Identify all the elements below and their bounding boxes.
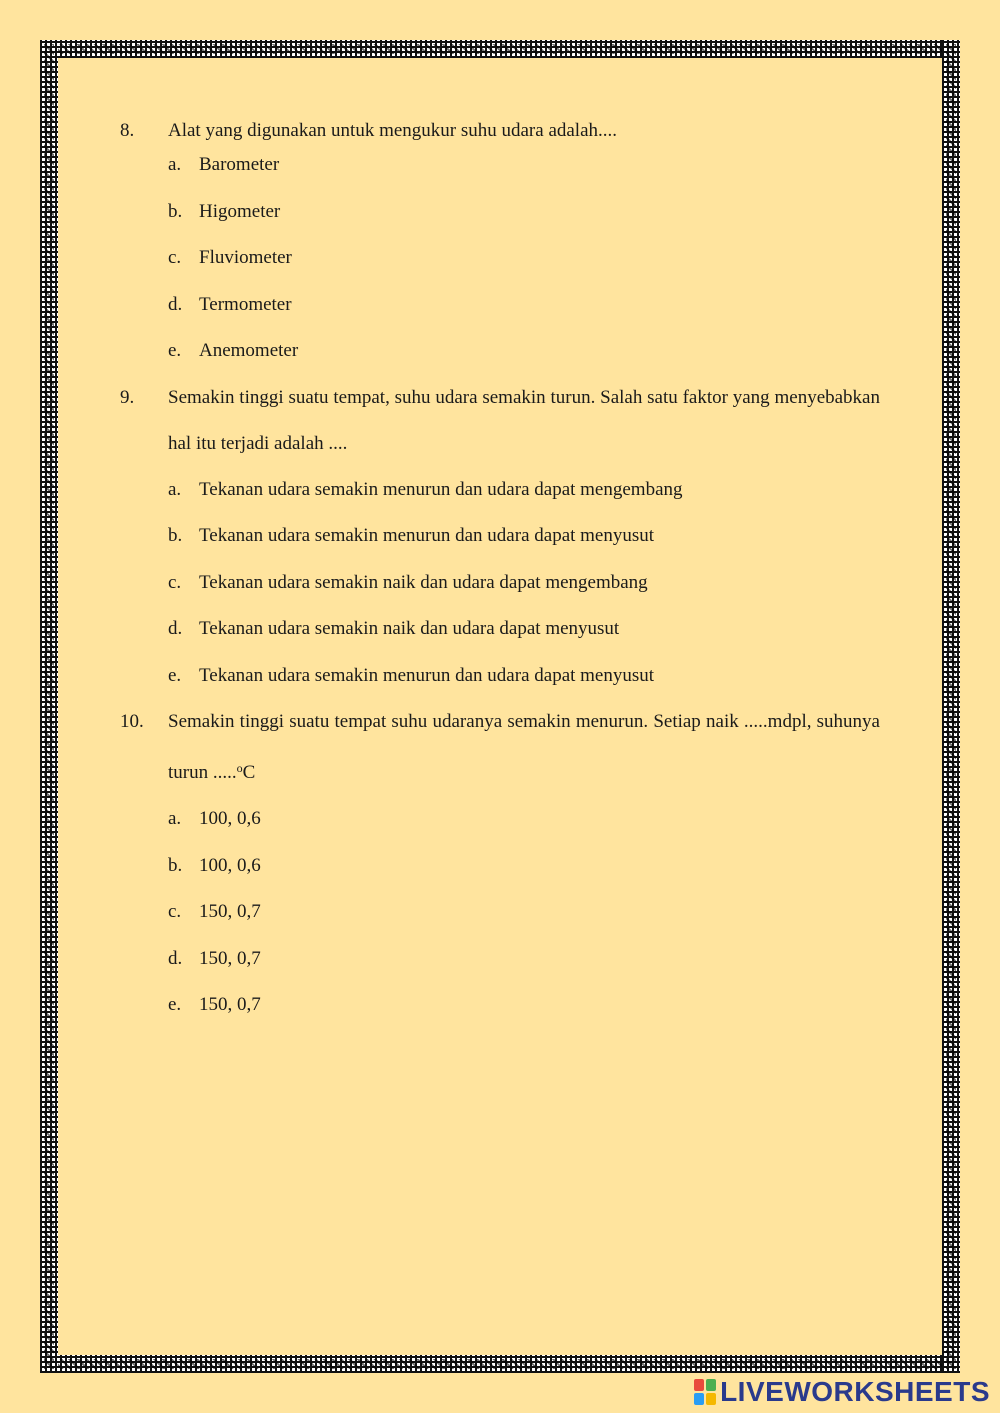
option-text: Fluviometer bbox=[199, 247, 292, 268]
option-text: Tekanan udara semakin naik dan udara dapat menyusut bbox=[199, 618, 620, 639]
option-letter: e. bbox=[168, 340, 182, 361]
question-9 bbox=[120, 375, 880, 700]
option-b[interactable] bbox=[168, 843, 880, 890]
option-text: Higometer bbox=[199, 200, 281, 222]
question-list bbox=[120, 116, 880, 1029]
option-d[interactable] bbox=[168, 936, 880, 983]
option-text: 150, 0,7 bbox=[199, 994, 261, 1015]
option-text: Tekanan udara semakin menurun dan udara dapat menyusut bbox=[199, 525, 655, 546]
option-b[interactable] bbox=[168, 189, 880, 236]
option-letter: c. bbox=[168, 901, 182, 922]
question-number: 9. bbox=[120, 386, 135, 408]
option-c[interactable] bbox=[168, 235, 880, 282]
degree-superscript: o bbox=[236, 761, 243, 775]
option-text: 100, 0,6 bbox=[199, 808, 261, 829]
option-c[interactable] bbox=[168, 560, 880, 607]
liveworksheets-logo[interactable] bbox=[694, 1375, 990, 1409]
logo-text: LIVEWORKSHEETS bbox=[720, 1376, 990, 1407]
option-text: 150, 0,7 bbox=[199, 947, 261, 969]
option-text: Tekanan udara semakin menurun dan udara dapat mengembang bbox=[199, 478, 683, 500]
option-b[interactable] bbox=[168, 513, 880, 560]
option-list bbox=[120, 142, 880, 375]
option-letter: b. bbox=[168, 854, 183, 876]
option-e[interactable] bbox=[168, 982, 880, 1029]
decorative-border-bottom bbox=[40, 1355, 960, 1373]
option-letter: b. bbox=[168, 525, 183, 546]
option-text: 100, 0,6 bbox=[199, 854, 261, 876]
option-e[interactable] bbox=[168, 328, 880, 375]
option-text: 150, 0,7 bbox=[199, 901, 261, 922]
option-text: Tekanan udara semakin naik dan udara dapat mengembang bbox=[199, 571, 648, 593]
question-text-unit: C bbox=[242, 762, 256, 783]
option-text: Barometer bbox=[199, 154, 280, 175]
option-letter: b. bbox=[168, 200, 183, 222]
option-letter: c. bbox=[168, 247, 182, 268]
decorative-border-top bbox=[40, 40, 960, 58]
option-letter: c. bbox=[168, 571, 182, 593]
option-e[interactable] bbox=[168, 653, 880, 700]
option-list bbox=[120, 467, 880, 700]
liveworksheets-logo-icon bbox=[694, 1379, 716, 1405]
question-text bbox=[168, 699, 880, 796]
question-10 bbox=[120, 699, 880, 1029]
question-number: 8. bbox=[120, 120, 135, 141]
question-text: Semakin tinggi suatu tempat, suhu udara semakin turun. Salah satu faktor yang menyebabkan hal itu terjadi adalah .... bbox=[168, 386, 880, 454]
option-a[interactable] bbox=[168, 796, 880, 843]
option-list bbox=[120, 796, 880, 1029]
option-letter: d. bbox=[168, 947, 183, 969]
option-letter: e. bbox=[168, 994, 182, 1015]
decorative-border-right bbox=[942, 40, 960, 1373]
question-text-main: Semakin tinggi suatu tempat suhu udaranya semakin menurun. Setiap naik .....mdpl, suhunya turun ..... bbox=[168, 711, 880, 783]
question-number: 10. bbox=[120, 711, 144, 732]
option-text: Anemometer bbox=[199, 340, 299, 361]
question-8 bbox=[120, 116, 880, 375]
option-text: Tekanan udara semakin menurun dan udara dapat menyusut bbox=[199, 664, 655, 686]
option-letter: e. bbox=[168, 664, 182, 686]
option-letter: a. bbox=[168, 154, 182, 175]
decorative-border-left bbox=[40, 40, 58, 1373]
option-letter: a. bbox=[168, 808, 182, 829]
option-letter: a. bbox=[168, 478, 182, 500]
option-text: Termometer bbox=[199, 293, 292, 315]
option-a[interactable] bbox=[168, 467, 880, 514]
option-d[interactable] bbox=[168, 282, 880, 329]
option-d[interactable] bbox=[168, 606, 880, 653]
option-letter: d. bbox=[168, 293, 183, 315]
option-a[interactable] bbox=[168, 142, 880, 189]
option-letter: d. bbox=[168, 618, 183, 639]
option-c[interactable] bbox=[168, 889, 880, 936]
question-text: Alat yang digunakan untuk mengukur suhu udara adalah.... bbox=[168, 120, 618, 141]
